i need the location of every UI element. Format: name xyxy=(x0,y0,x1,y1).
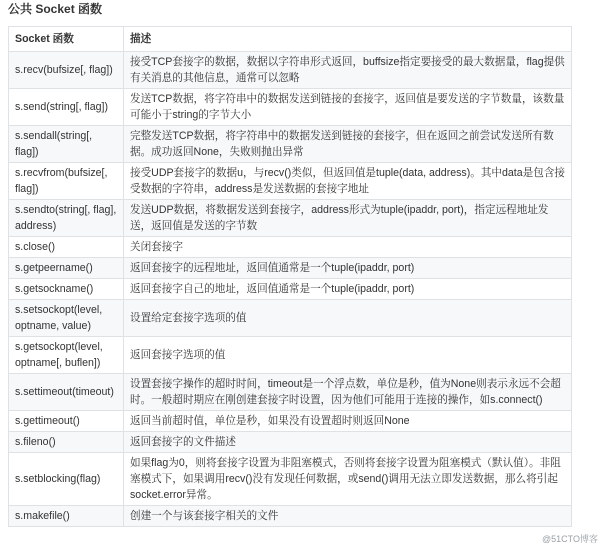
table-row xyxy=(9,200,572,237)
table-row xyxy=(9,258,572,279)
description-cell: 返回套接字的文件描述 xyxy=(124,432,572,453)
description-cell: 设置给定套接字选项的值 xyxy=(124,300,572,337)
description-cell: 完整发送TCP数据，将字符串中的数据发送到链接的套接字，但在返回之前尝试发送所有数据。成功返回None，失败则抛出异常 xyxy=(124,126,572,163)
function-name-cell: s.makefile() xyxy=(9,506,124,527)
table-row xyxy=(9,453,572,506)
function-name-cell: s.gettimeout() xyxy=(9,411,124,432)
function-name-cell: s.recv(bufsize[, flag]) xyxy=(9,52,124,89)
function-name-cell: s.fileno() xyxy=(9,432,124,453)
column-header-function: Socket 函数 xyxy=(9,27,124,52)
function-name-cell: s.getsockopt(level, optname[, buflen]) xyxy=(9,337,124,374)
table-row xyxy=(9,237,572,258)
description-cell: 关闭套接字 xyxy=(124,237,572,258)
description-cell: 如果flag为0，则将套接字设置为非阻塞模式，否则将套接字设置为阻塞模式（默认值）。非阻塞模式下，如果调用recv()没有发现任何数据，或send()调用无法立即发送数据，那么将引起socket.error异常。 xyxy=(124,453,572,506)
table-row xyxy=(9,89,572,126)
function-name-cell: s.sendall(string[, flag]) xyxy=(9,126,124,163)
function-name-cell: s.send(string[, flag]) xyxy=(9,89,124,126)
table-row xyxy=(9,337,572,374)
function-name-cell: s.close() xyxy=(9,237,124,258)
description-cell: 返回当前超时值，单位是秒，如果没有设置超时则返回None xyxy=(124,411,572,432)
function-name-cell: s.setblocking(flag) xyxy=(9,453,124,506)
description-cell: 接受TCP套接字的数据，数据以字符串形式返回，buffsize指定要接受的最大数据量，flag提供有关消息的其他信息，通常可以忽略 xyxy=(124,52,572,89)
function-name-cell: s.settimeout(timeout) xyxy=(9,374,124,411)
table-row xyxy=(9,411,572,432)
description-cell: 发送UDP数据，将数据发送到套接字，address形式为tuple(ipaddr, port)，指定远程地址发送，返回值是发送的字节数 xyxy=(124,200,572,237)
column-header-description: 描述 xyxy=(124,27,572,52)
table-row xyxy=(9,279,572,300)
table-row xyxy=(9,300,572,337)
table-row xyxy=(9,432,572,453)
description-cell: 发送TCP数据，将字符串中的数据发送到链接的套接字，返回值是要发送的字节数量，该数量可能小于string的字节大小 xyxy=(124,89,572,126)
description-cell: 返回套接字选项的值 xyxy=(124,337,572,374)
section-title: 公共 Socket 函数 xyxy=(8,2,103,16)
description-cell: 创建一个与该套接字相关的文件 xyxy=(124,506,572,527)
function-name-cell: s.setsockopt(level, optname, value) xyxy=(9,300,124,337)
description-cell: 返回套接字自己的地址，返回值通常是一个tuple(ipaddr, port) xyxy=(124,279,572,300)
function-name-cell: s.sendto(string[, flag], address) xyxy=(9,200,124,237)
watermark: @51CTO博客 xyxy=(542,534,598,544)
socket-functions-table xyxy=(8,26,572,527)
description-cell: 设置套接字操作的超时时间，timeout是一个浮点数，单位是秒，值为None则表示永远不会超时。一般超时期应在刚创建套接字时设置，因为他们可能用于连接的操作，如s.connect() xyxy=(124,374,572,411)
description-cell: 接受UDP套接字的数据u，与recv()类似，但返回值是tuple(data, address)。其中data是包含接受数据的字符串，address是发送数据的套接字地址 xyxy=(124,163,572,200)
table-row xyxy=(9,126,572,163)
table-row xyxy=(9,506,572,527)
table-row xyxy=(9,52,572,89)
function-name-cell: s.getsockname() xyxy=(9,279,124,300)
table-row xyxy=(9,374,572,411)
description-cell: 返回套接字的远程地址，返回值通常是一个tuple(ipaddr, port) xyxy=(124,258,572,279)
table-header-row xyxy=(9,27,572,52)
function-name-cell: s.recvfrom(bufsize[, flag]) xyxy=(9,163,124,200)
table-row xyxy=(9,163,572,200)
function-name-cell: s.getpeername() xyxy=(9,258,124,279)
